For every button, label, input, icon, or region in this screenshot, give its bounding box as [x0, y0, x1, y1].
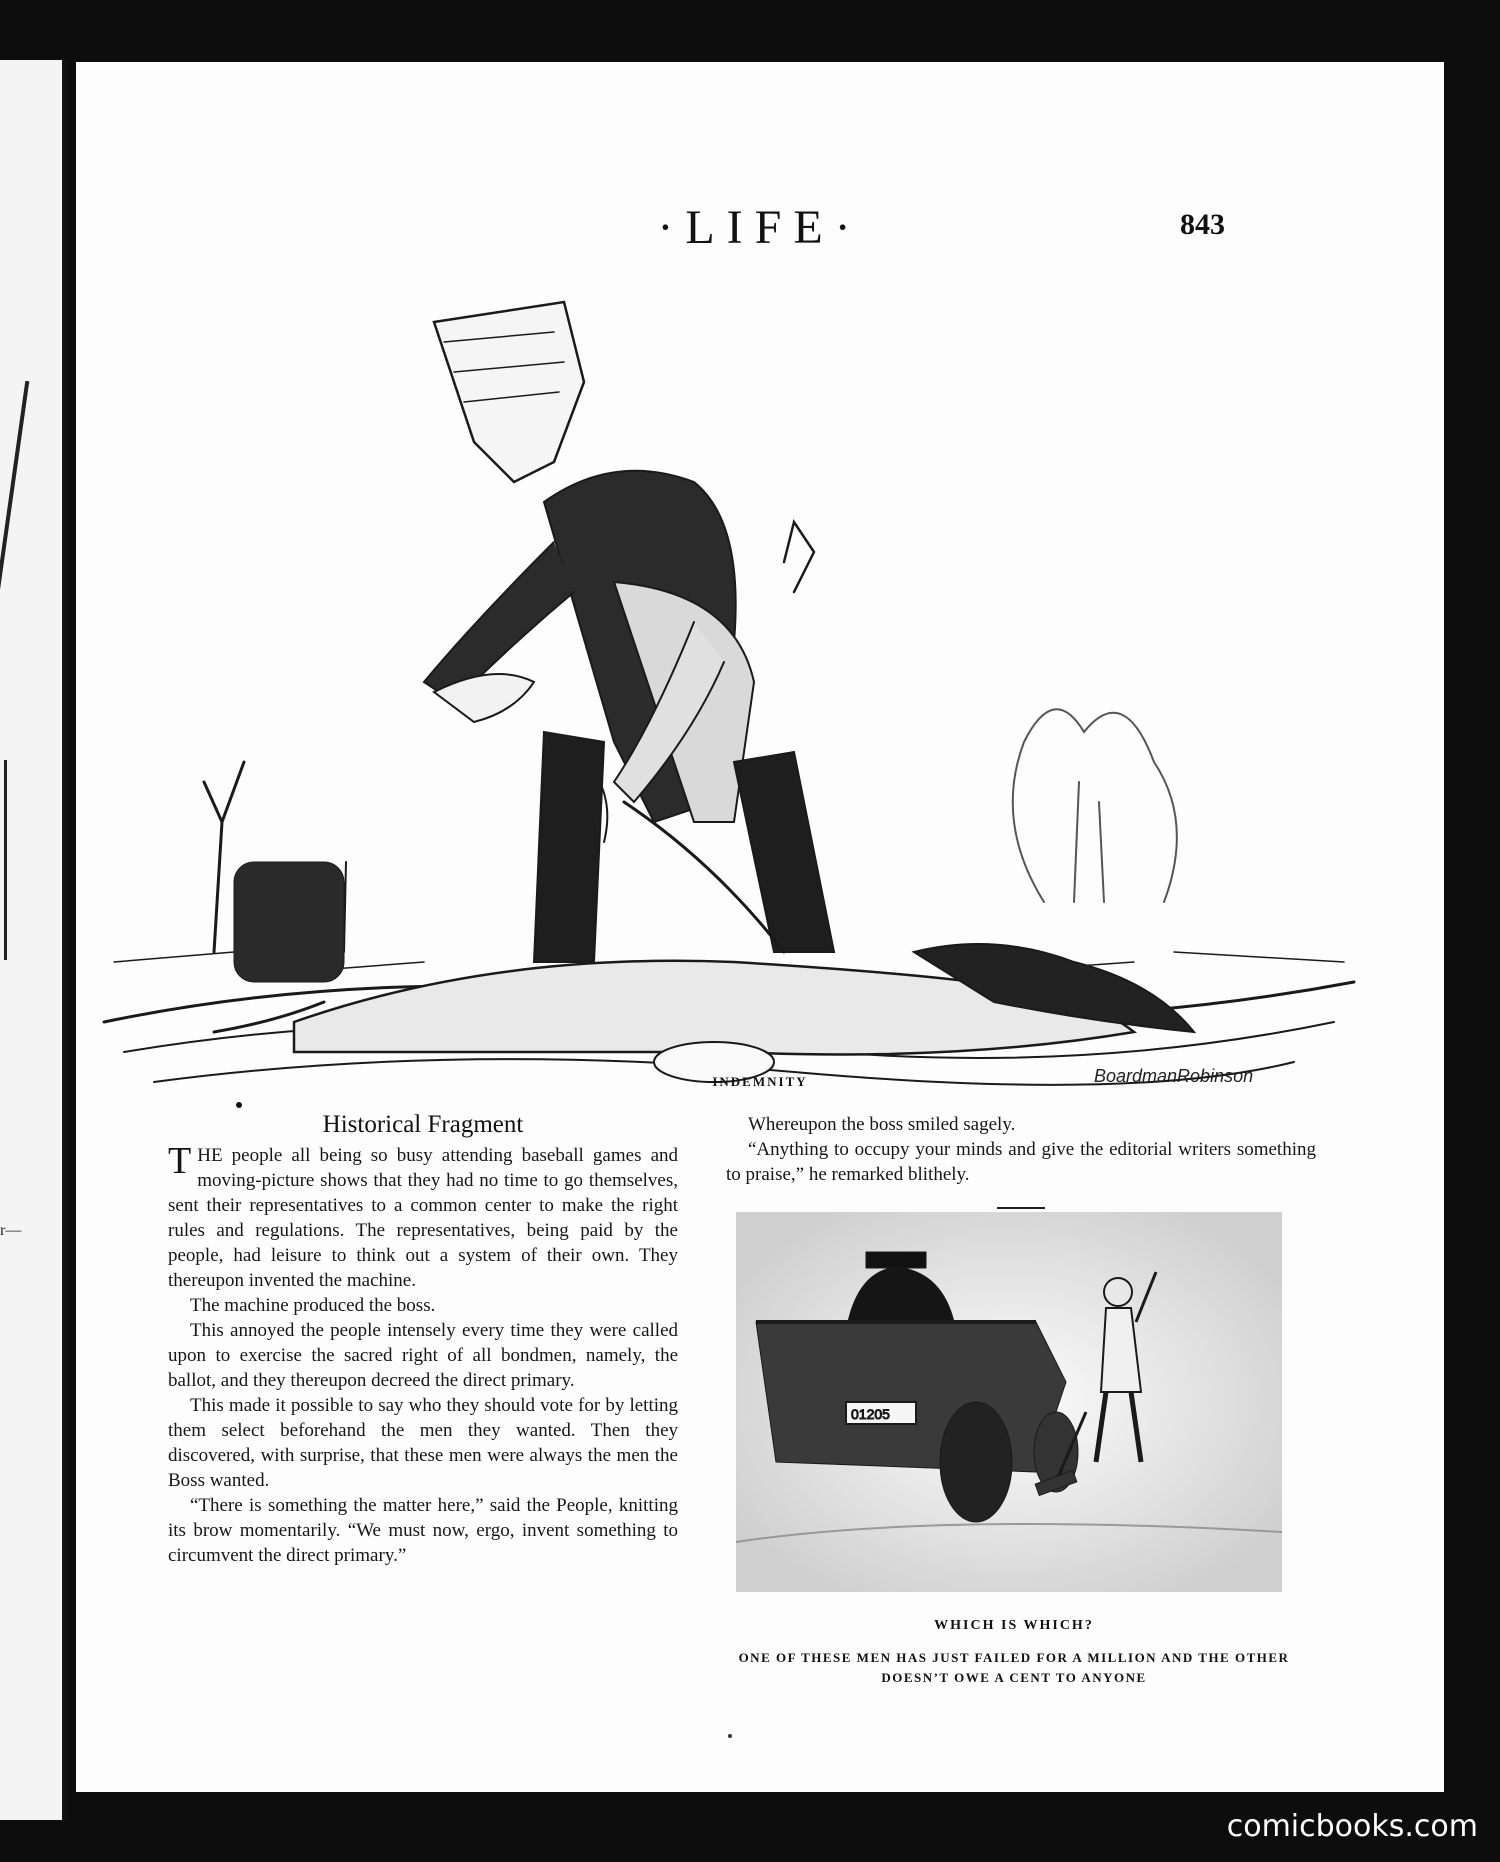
article-paragraph: THE people all being so busy attending baseball games and moving-picture shows that they had no time to go themselves, sent their representatives to a common center to make the right rules and regulations. The representatives, being paid by the people, had leisure to think out a system of their own. They thereupon invented the machine.: [168, 1140, 678, 1291]
page-number: 843: [1180, 208, 1225, 241]
article-paragraph: “Anything to occupy your minds and give the editorial writers something to praise,” he remarked blithely.: [726, 1139, 1316, 1185]
cartoon-caption-title: WHICH IS WHICH?: [934, 1618, 1094, 1633]
facing-page-edge: [0, 60, 68, 1820]
decorative-dot: [728, 1734, 732, 1738]
indemnity-cartoon: [94, 262, 1364, 1122]
facing-page-drawing-line: [4, 760, 7, 960]
which-is-which-cartoon: [736, 1212, 1282, 1592]
article-heading: Historical Fragment: [322, 1111, 524, 1138]
article-paragraph: This annoyed the people intensely every time they were called upon to exercise the sacred right of all bondmen, namely, the ballot, and they thereupon decreed the direct primary.: [168, 1320, 678, 1391]
article-column-left: [168, 1112, 678, 1568]
facing-page-text-fragment: r—: [0, 1222, 22, 1239]
article-paragraph: “There is something the matter here,” said the People, knitting its brow momentarily. “We must now, ergo, invent something to circumvent the direct primary.”: [168, 1495, 678, 1566]
license-plate: 01205: [851, 1406, 890, 1422]
masthead: ·LIFE·: [657, 201, 863, 254]
cartoon-title: INDEMNITY: [712, 1074, 808, 1089]
cartoon-caption-body: ONE OF THESE MEN HAS JUST FAILED FOR A MILLION AND THE OTHER DOESN’T OWE A CENT TO ANYONE: [738, 1650, 1290, 1685]
facing-page-drawing-line: [0, 381, 29, 599]
site-watermark: comicbooks.com: [1226, 1809, 1478, 1844]
drop-cap: T: [168, 1140, 192, 1182]
article-paragraph: This made it possible to say who they should vote for by letting them select beforehand the men they wanted. Then they discovered, with surprise, that these men were always the men the Boss wanted.: [168, 1395, 678, 1491]
section-rule: [997, 1207, 1045, 1209]
decorative-dot: [236, 1102, 242, 1108]
artist-signature: BoardmanRobinson: [1094, 1066, 1254, 1086]
magazine-page: [76, 62, 1444, 1792]
article-paragraph: Whereupon the boss smiled sagely.: [748, 1114, 1016, 1135]
article-paragraph: The machine produced the boss.: [190, 1295, 436, 1316]
article-column-right: [726, 1112, 1316, 1209]
